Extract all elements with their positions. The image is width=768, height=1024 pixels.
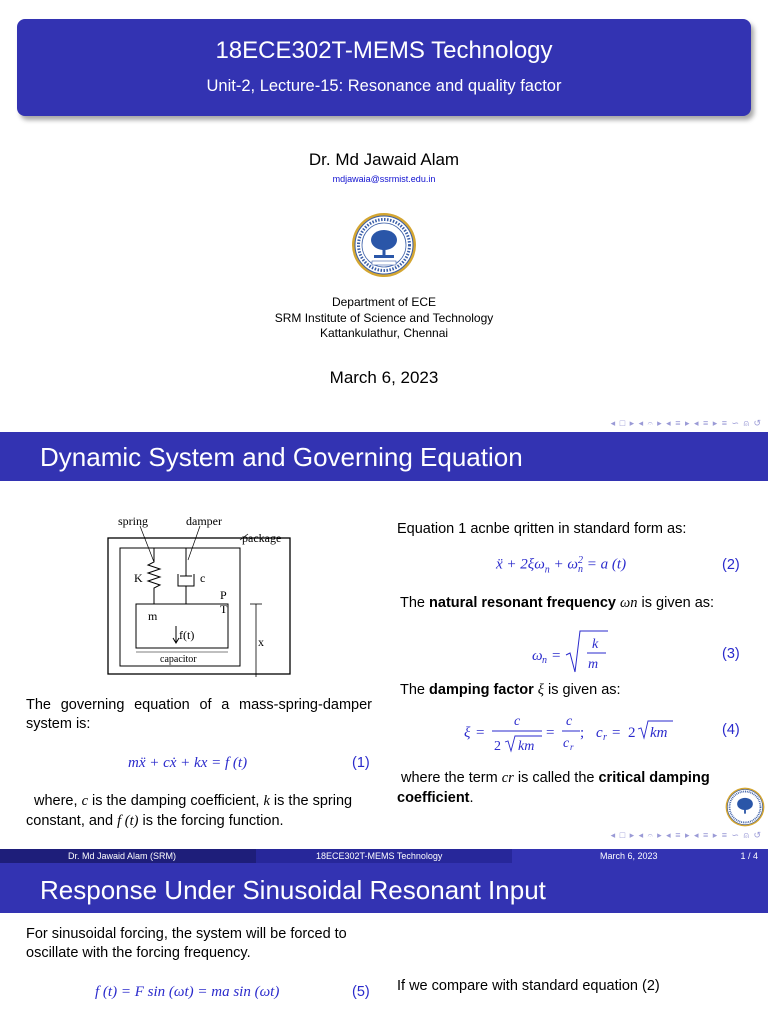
natural-frequency-text (400, 594, 714, 613)
equation-3 (530, 628, 610, 676)
figure-label-capacitor: capacitor (160, 654, 197, 665)
damping-factor-text (400, 681, 621, 700)
where-text-2: is the damping coefficient, (92, 793, 260, 809)
figure-label-c: c (200, 571, 206, 585)
footer-course: 18ECE302T-MEMS Technology (316, 851, 443, 861)
equation-2-text: ẍ + 2ξω (496, 556, 545, 573)
figure-label-k: K (134, 571, 143, 585)
where-definitions (26, 791, 372, 831)
critical-damping-text (397, 768, 757, 808)
author-email-link[interactable]: mdjawaia@ssrmist.edu.in (332, 174, 436, 184)
equation-4 (462, 707, 682, 755)
figure-label-package: package (242, 531, 282, 545)
crit-bold-1: critical damping (598, 770, 710, 786)
where-text-3: is the spring constant, and (26, 793, 353, 829)
figure-label-force: f(t) (179, 628, 195, 642)
svg-text:2: 2 (628, 725, 636, 741)
svg-text:k: k (592, 637, 599, 652)
institution-block (0, 295, 768, 342)
slide-sinusoidal-response (0, 849, 768, 1024)
equation-5-number: (5) (352, 984, 370, 1000)
srm-logo-icon (351, 212, 417, 278)
crit-pre: where the term (401, 770, 498, 786)
equation-1: mẍ + cẋ + kx = f (t) (128, 755, 248, 771)
symbol-xi: ξ (537, 682, 545, 698)
equation-2-number: (2) (722, 557, 740, 573)
footer-author: Dr. Md Jawaid Alam (SRM) (68, 851, 177, 861)
frame-title-bar (0, 432, 768, 481)
navigation-controls[interactable]: ◂ □ ▸ ◂ 𝄐 ▸ ◂ ≡ ▸ ◂ ≡ ▸ ≡ ∽ ⍝ ↺ (610, 418, 762, 428)
where-text: where, (34, 793, 78, 809)
navigation-controls-2[interactable]: ◂ □ ▸ ◂ 𝄐 ▸ ◂ ≡ ▸ ◂ ≡ ▸ ≡ ∽ ⍝ ↺ (610, 830, 762, 840)
svg-text:=: = (552, 648, 561, 664)
symbol-c: c (81, 793, 88, 809)
svg-text:2: 2 (494, 739, 501, 754)
equation-1-number: (1) (352, 755, 370, 771)
author-name: Dr. Md Jawaid Alam (308, 150, 460, 169)
crit-mid: is called the (517, 770, 595, 786)
footer-page-number: 1 / 4 (740, 851, 758, 861)
frame-title: Dynamic System and Governing Equation (40, 442, 523, 472)
svg-text:c: c (514, 714, 521, 729)
equation-5: f (t) = F sin (ωt) = ma sin (ωt) (95, 984, 280, 1000)
presentation-title: 18ECE302T-MEMS Technology (215, 37, 553, 64)
svg-text:;: ; (580, 725, 585, 741)
frame-title-bar-3 (0, 863, 768, 913)
svg-text:km: km (518, 739, 535, 754)
svg-text:=: = (612, 725, 621, 741)
figure-label-spring: spring (118, 514, 148, 528)
svg-text:ω: ω (532, 648, 543, 664)
sinusoidal-intro: For sinusoidal forcing, the system will be forced to oscillate with the forcing frequency. (26, 926, 347, 961)
department: Department of ECE (331, 295, 437, 309)
svg-text:c: c (563, 736, 570, 751)
svg-text:=: = (546, 725, 555, 741)
presentation-subtitle: Unit-2, Lecture-15: Resonance and quality factor (206, 77, 562, 95)
symbol-k: k (263, 793, 270, 809)
figure-label-x: x (258, 635, 264, 649)
nat-pre: The (400, 595, 425, 611)
mass-spring-damper-figure (100, 512, 300, 677)
svg-text:n: n (542, 655, 547, 666)
title-slide (0, 0, 768, 432)
crit-end: . (469, 790, 474, 806)
svg-text:r: r (570, 742, 574, 752)
damp-post: is given as: (548, 682, 621, 698)
slide-dynamic-system (0, 432, 768, 840)
srm-small-logo-icon (725, 787, 765, 827)
svg-text:c: c (596, 725, 603, 741)
svg-text:ξ: ξ (464, 725, 471, 741)
damp-pre: The (400, 682, 425, 698)
title-box (17, 19, 751, 116)
standard-form-intro: Equation 1 acnbe qritten in standard form as: (397, 521, 687, 537)
svg-text:r: r (603, 732, 607, 743)
footer-date: March 6, 2023 (600, 851, 658, 861)
figure-label-damper: damper (186, 514, 222, 528)
crit-bold-2: coefficient (397, 790, 470, 806)
figure-label-t: T (220, 602, 228, 616)
svg-text:km: km (650, 725, 668, 741)
symbol-omega-n: ωn (620, 595, 638, 611)
symbol-f: f (t) (117, 813, 139, 829)
frame-title-3: Response Under Sinusoidal Resonant Input (40, 875, 546, 905)
compare-text: If we compare with standard equation (2) (397, 978, 660, 994)
presentation-date: March 6, 2023 (329, 368, 439, 387)
governing-equation-intro: The governing equation of a mass-spring-damper system is: (26, 697, 372, 732)
figure-label-p: P (220, 588, 227, 602)
institute-location: Kattankulathur, Chennai (319, 326, 449, 340)
svg-text:=: = (476, 725, 485, 741)
svg-text:c: c (566, 714, 573, 729)
equation-3-number: (3) (722, 646, 740, 662)
figure-label-m: m (148, 609, 158, 623)
symbol-cr: cr (501, 770, 514, 786)
equation-2: ẍ + $2\xi\omega_n + \omega$ 2 n = a (t) (496, 555, 627, 576)
svg-text:m: m (588, 657, 599, 672)
nat-post: is given as: (641, 595, 715, 611)
damp-bold: damping factor (429, 682, 534, 698)
where-text-4: is the forcing function. (142, 813, 284, 829)
institute-name: SRM Institute of Science and Technology (274, 310, 494, 325)
equation-4-number: (4) (722, 722, 740, 738)
nat-bold: natural resonant frequency (429, 595, 616, 611)
